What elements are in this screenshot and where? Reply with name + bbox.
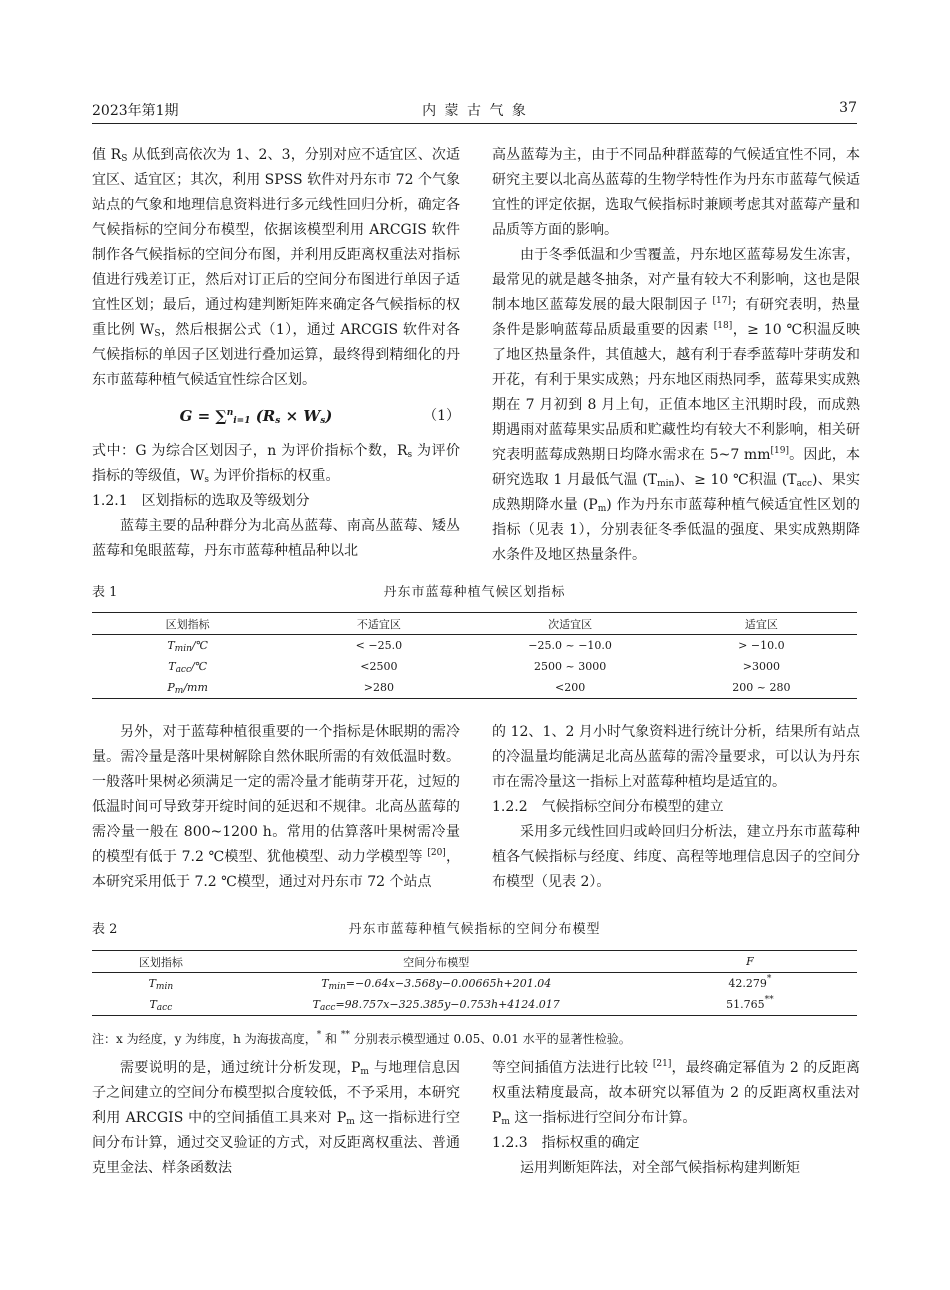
table-cell: $T_{min}/℃$ xyxy=(167,639,208,654)
table-row xyxy=(92,635,857,657)
formula-number: （1） xyxy=(423,407,460,424)
paragraph: 由于冬季低温和少雪覆盖，丹东地区蓝莓易发生冻害，最常见的就是越冬抽条，对产量有较大不利影响，这也是限制本地区蓝莓发展的最大限制因子 [17]；有研究表明，热量条件是影响蓝莓品质最重要的因素 [18]，≥ 10 ℃积温反映了地区热量条件，其值越大，越有利于春季蓝莓叶芽萌发和开花，有利于果实成熟；丹东地区雨热同季，蓝莓果实成熟期在 7 月初到 8 月上旬，正值本地区主汛期时段，而成熟期遇雨对蓝莓果实品质和贮藏性均有较大不利影响，相关研究表明蓝莓成熟期日均降水需求在 5~7 mm[19]。因此，本研究选取 1 月最低气温 $(T_{min})$、≥ 10 ℃积温 $(T_{acc})$、果实成熟期降水量 $(P_m)$ 作为丹东市蓝莓种植气候适宜性区划的指标（见表 1），分别表征冬季低温的强度、果实成熟期降水条件及地区热量条件。 xyxy=(492,247,861,563)
table-1-label: 表 1 xyxy=(92,585,118,600)
table-cell: 42.279* xyxy=(728,974,772,990)
right-column-3 xyxy=(492,1056,860,1181)
table-cell: $T_{acc}=98.757x-325.385y-0.753h+4124.017$ xyxy=(230,994,643,1016)
table-1-title: 丹东市蓝莓种植气候区划指标 xyxy=(383,585,566,600)
table-1-caption xyxy=(92,581,857,601)
table-row xyxy=(92,994,857,1016)
table-cell: $T_{acc}/℃$ xyxy=(168,660,208,675)
table-cell: $T_{acc}$ xyxy=(92,994,230,1016)
paragraph: 另外，对于蓝莓种植很重要的一个指标是休眠期的需冷量。需冷量是落叶果树解除自然休眠所需的有效低温时数。一般落叶果树必须满足一定的需冷量才能萌芽开花，过短的低温时间可导致芽开绽时间的延迟和不规律。北高丛蓝莓的需冷量一般在 800~1200 h。常用的估算落叶果树需冷量的模型有低于 7.2 ℃模型、犹他模型、动力学模型等 [20]，本研究采用低于 7.2 ℃模型，通过对丹东市 72 个站点 xyxy=(92,724,460,890)
table-cell: 200 ~ 280 xyxy=(666,677,857,699)
right-column-2 xyxy=(492,720,860,895)
table-header: 适宜区 xyxy=(666,613,857,635)
formula-expression: G = ∑$^n_{i=1}$ $(R_s \times W_s)$ xyxy=(179,406,333,426)
paragraph: 式中：G 为综合区划因子，n 为评价指标个数，$R_s$ 为评价指标的等级值，$W_s$ 为评价指标的权重。 xyxy=(92,443,461,485)
paragraph: 等空间插值方法进行比较 [21]，最终确定幂值为 2 的反距离权重法精度最高，故本研究以幂值为 2 的反距离权重法对 $P_m$ 这一指标进行空间分布计算。 xyxy=(492,1059,860,1127)
table-2-note: 注：x 为经度，y 为纬度，h 为海拔高度，* 和 ** 分别表示模型通过 0.05、0.01 水平的显著性检验。 xyxy=(92,1030,631,1046)
table-cell: < −25.0 xyxy=(355,639,403,652)
table-header: 次适宜区 xyxy=(475,613,666,635)
table-2-caption xyxy=(92,918,857,938)
paragraph: 高丛蓝莓为主，由于不同品种群蓝莓的气候适宜性不同，本研究主要以北高丛蓝莓的生物学特性作为丹东市蓝莓气候适宜性的评定依据，选取气候指标时兼顾考虑其对蓝莓产量和品质等方面的影响。 xyxy=(492,147,860,238)
paragraph: 采用多元线性回归或岭回归分析法，建立丹东市蓝莓种植各气候指标与经度、纬度、高程等地理信息因子的空间分布模型（见表 2）。 xyxy=(492,824,860,890)
table-cell: >3000 xyxy=(742,660,780,673)
table-header: 区划指标 xyxy=(92,613,283,635)
formula-1 xyxy=(92,393,460,439)
paragraph: 运用判断矩阵法，对全部气候指标构建判断矩 xyxy=(520,1160,800,1176)
paragraph: 值 $R_S$ 从低到高依次为 1、2、3，分别对应不适宜区、次适宜区、适宜区；其次，利用 SPSS 软件对丹东市 72 个气象站点的气象和地理信息资料进行多元线性回归分析，确定各气候指标的空间分布模型，依据该模型利用 ARCGIS 软件制作各气候指标的空间分布图，并利用反距离权重法对指标值进行残差订正，然后对订正后的空间分布图进行单因子适宜性区划；最后，通过构建判断矩阵来确定各气候指标的权重比例 $W_S$，然后根据公式（1），通过 ARCGIS 软件对各气候指标的单因子区划进行叠加运算，最终得到精细化的丹东市蓝莓种植气候适宜性综合区划。 xyxy=(92,147,460,388)
table-1 xyxy=(92,612,857,699)
header-rule xyxy=(92,123,857,124)
table-2 xyxy=(92,950,857,1016)
header-page-number: 37 xyxy=(839,100,857,116)
table-cell: 51.765** xyxy=(643,994,857,1016)
left-column-1 xyxy=(92,143,460,564)
table-row xyxy=(92,677,857,699)
table-2-title: 丹东市蓝莓种植气候指标的空间分布模型 xyxy=(348,922,601,937)
table-cell: <2500 xyxy=(360,660,398,673)
section-heading-1-2-2: 1.2.2 气候指标空间分布模型的建立 xyxy=(492,799,724,815)
paragraph: 需要说明的是，通过统计分析发现，$P_m$ 与地理信息因子之间建立的空间分布模型拟合度较低，不予采用，本研究利用 ARCGIS 中的空间插值工具来对 $P_m$ 这一指标进行空间分布计算，通过交叉验证的方式，对反距离权重法、普通克里金法、样条函数法 xyxy=(92,1060,460,1176)
table-row xyxy=(92,656,857,677)
table-cell: $T_{min}=-0.64x-3.568y-0.00665h+201.04$ xyxy=(321,977,552,992)
table-cell: $T_{min}$ xyxy=(148,977,174,992)
paragraph: 的 12、1、2 月小时气象资料进行统计分析，结果所有站点的冷温量均能满足北高丛蓝莓的需冷量要求，可以认为丹东市在需冷量这一指标上对蓝莓种植均是适宜的。 xyxy=(492,724,860,790)
header-issue: 2023年第1期 xyxy=(92,103,179,119)
table-cell: −25.0 ~ −10.0 xyxy=(528,639,612,652)
left-column-3 xyxy=(92,1056,460,1181)
table-2-label: 表 2 xyxy=(92,922,118,937)
right-column-1 xyxy=(492,143,860,568)
section-heading-1-2-1: 1.2.1 区划指标的选取及等级划分 xyxy=(92,493,310,509)
table-row xyxy=(92,973,857,995)
header-journal: 内 蒙 古 气 象 xyxy=(422,103,528,119)
table-header: F xyxy=(643,951,857,973)
left-column-2 xyxy=(92,720,460,895)
section-heading-1-2-3: 1.2.3 指标权重的确定 xyxy=(492,1135,640,1151)
table-cell: <200 xyxy=(475,677,666,699)
table-header: 区划指标 xyxy=(92,951,230,973)
paragraph: 蓝莓主要的品种群分为北高丛蓝莓、南高丛蓝莓、矮丛蓝莓和兔眼蓝莓，丹东市蓝莓种植品种以北 xyxy=(92,518,460,559)
table-cell: >280 xyxy=(283,677,474,699)
table-header: 不适宜区 xyxy=(283,613,474,635)
table-cell: 2500 ~ 3000 xyxy=(534,660,607,673)
table-cell: > −10.0 xyxy=(738,639,785,652)
table-cell: $P_m/mm$ xyxy=(92,677,283,699)
table-header: 空间分布模型 xyxy=(230,951,643,973)
